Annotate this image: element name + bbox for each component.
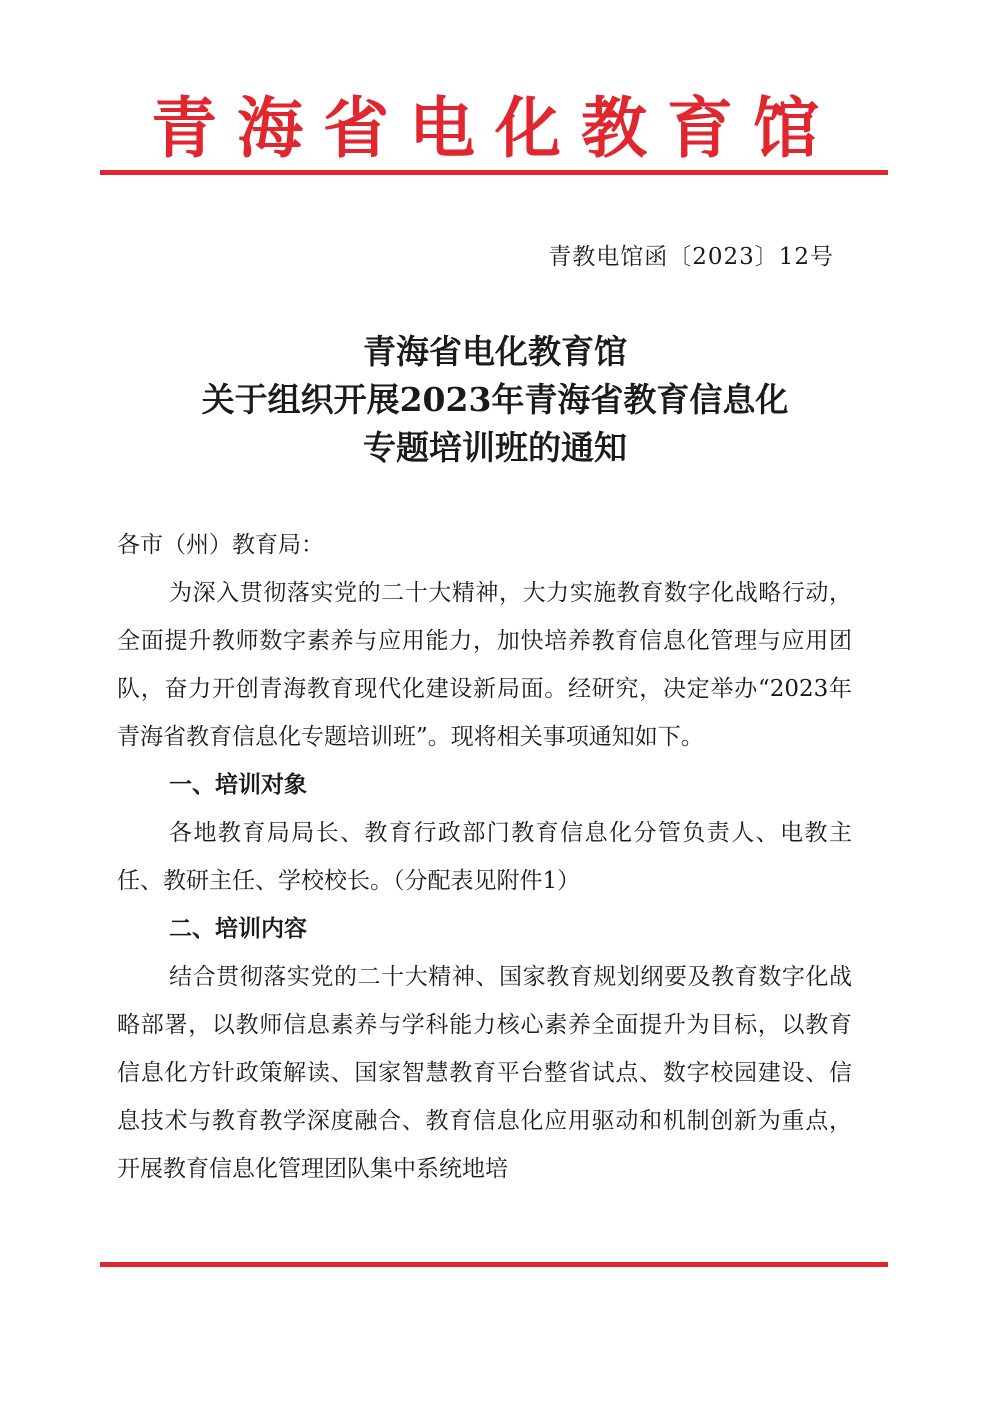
section-heading-training-content: 二、培训内容 xyxy=(169,916,307,942)
title-line-2: 关于组织开展2023年青海省教育信息化 xyxy=(201,380,789,419)
masthead-red-rule xyxy=(100,170,888,175)
masthead-title: 青海省电化教育馆 xyxy=(151,89,839,167)
training-targets-paragraph: 各地教育局局长、教育行政部门教育信息化分管负责人、电教主任、教研主任、学校校长。（分配表见附件1） xyxy=(117,820,852,894)
document-number: 青教电馆函〔2023〕12号 xyxy=(548,244,834,270)
training-content-paragraph: 结合贯彻落实党的二十大精神、国家教育规划纲要及教育数字化战略部署，以教师信息素养与学科能力核心素养全面提升为目标，以教育信息化方针政策解读、国家智慧教育平台整省试点、数字校园建设、信息技术与教育教学深度融合、教育信息化应用驱动和机制创新为重点，开展教育信息化管理团队集中系统地培 xyxy=(117,964,852,1182)
intro-paragraph: 为深入贯彻落实党的二十大精神，大力实施教育数字化战略行动，全面提升教师数字素养与应用能力，加快培养教育信息化管理与应用团队，奋力开创青海教育现代化建设新局面。经研究，决定举办“2023年青海省教育信息化专题培训班”。现将相关事项通知如下。 xyxy=(117,580,852,750)
footer-red-rule xyxy=(100,1262,888,1267)
title-line-3: 专题培训班的通知 xyxy=(363,428,627,467)
title-line-1: 青海省电化教育馆 xyxy=(363,332,627,371)
notice-body xyxy=(117,521,852,1193)
notice-title xyxy=(100,328,890,472)
section-heading-training-targets: 一、培训对象 xyxy=(169,772,307,798)
salutation: 各市（州）教育局： xyxy=(117,532,324,558)
